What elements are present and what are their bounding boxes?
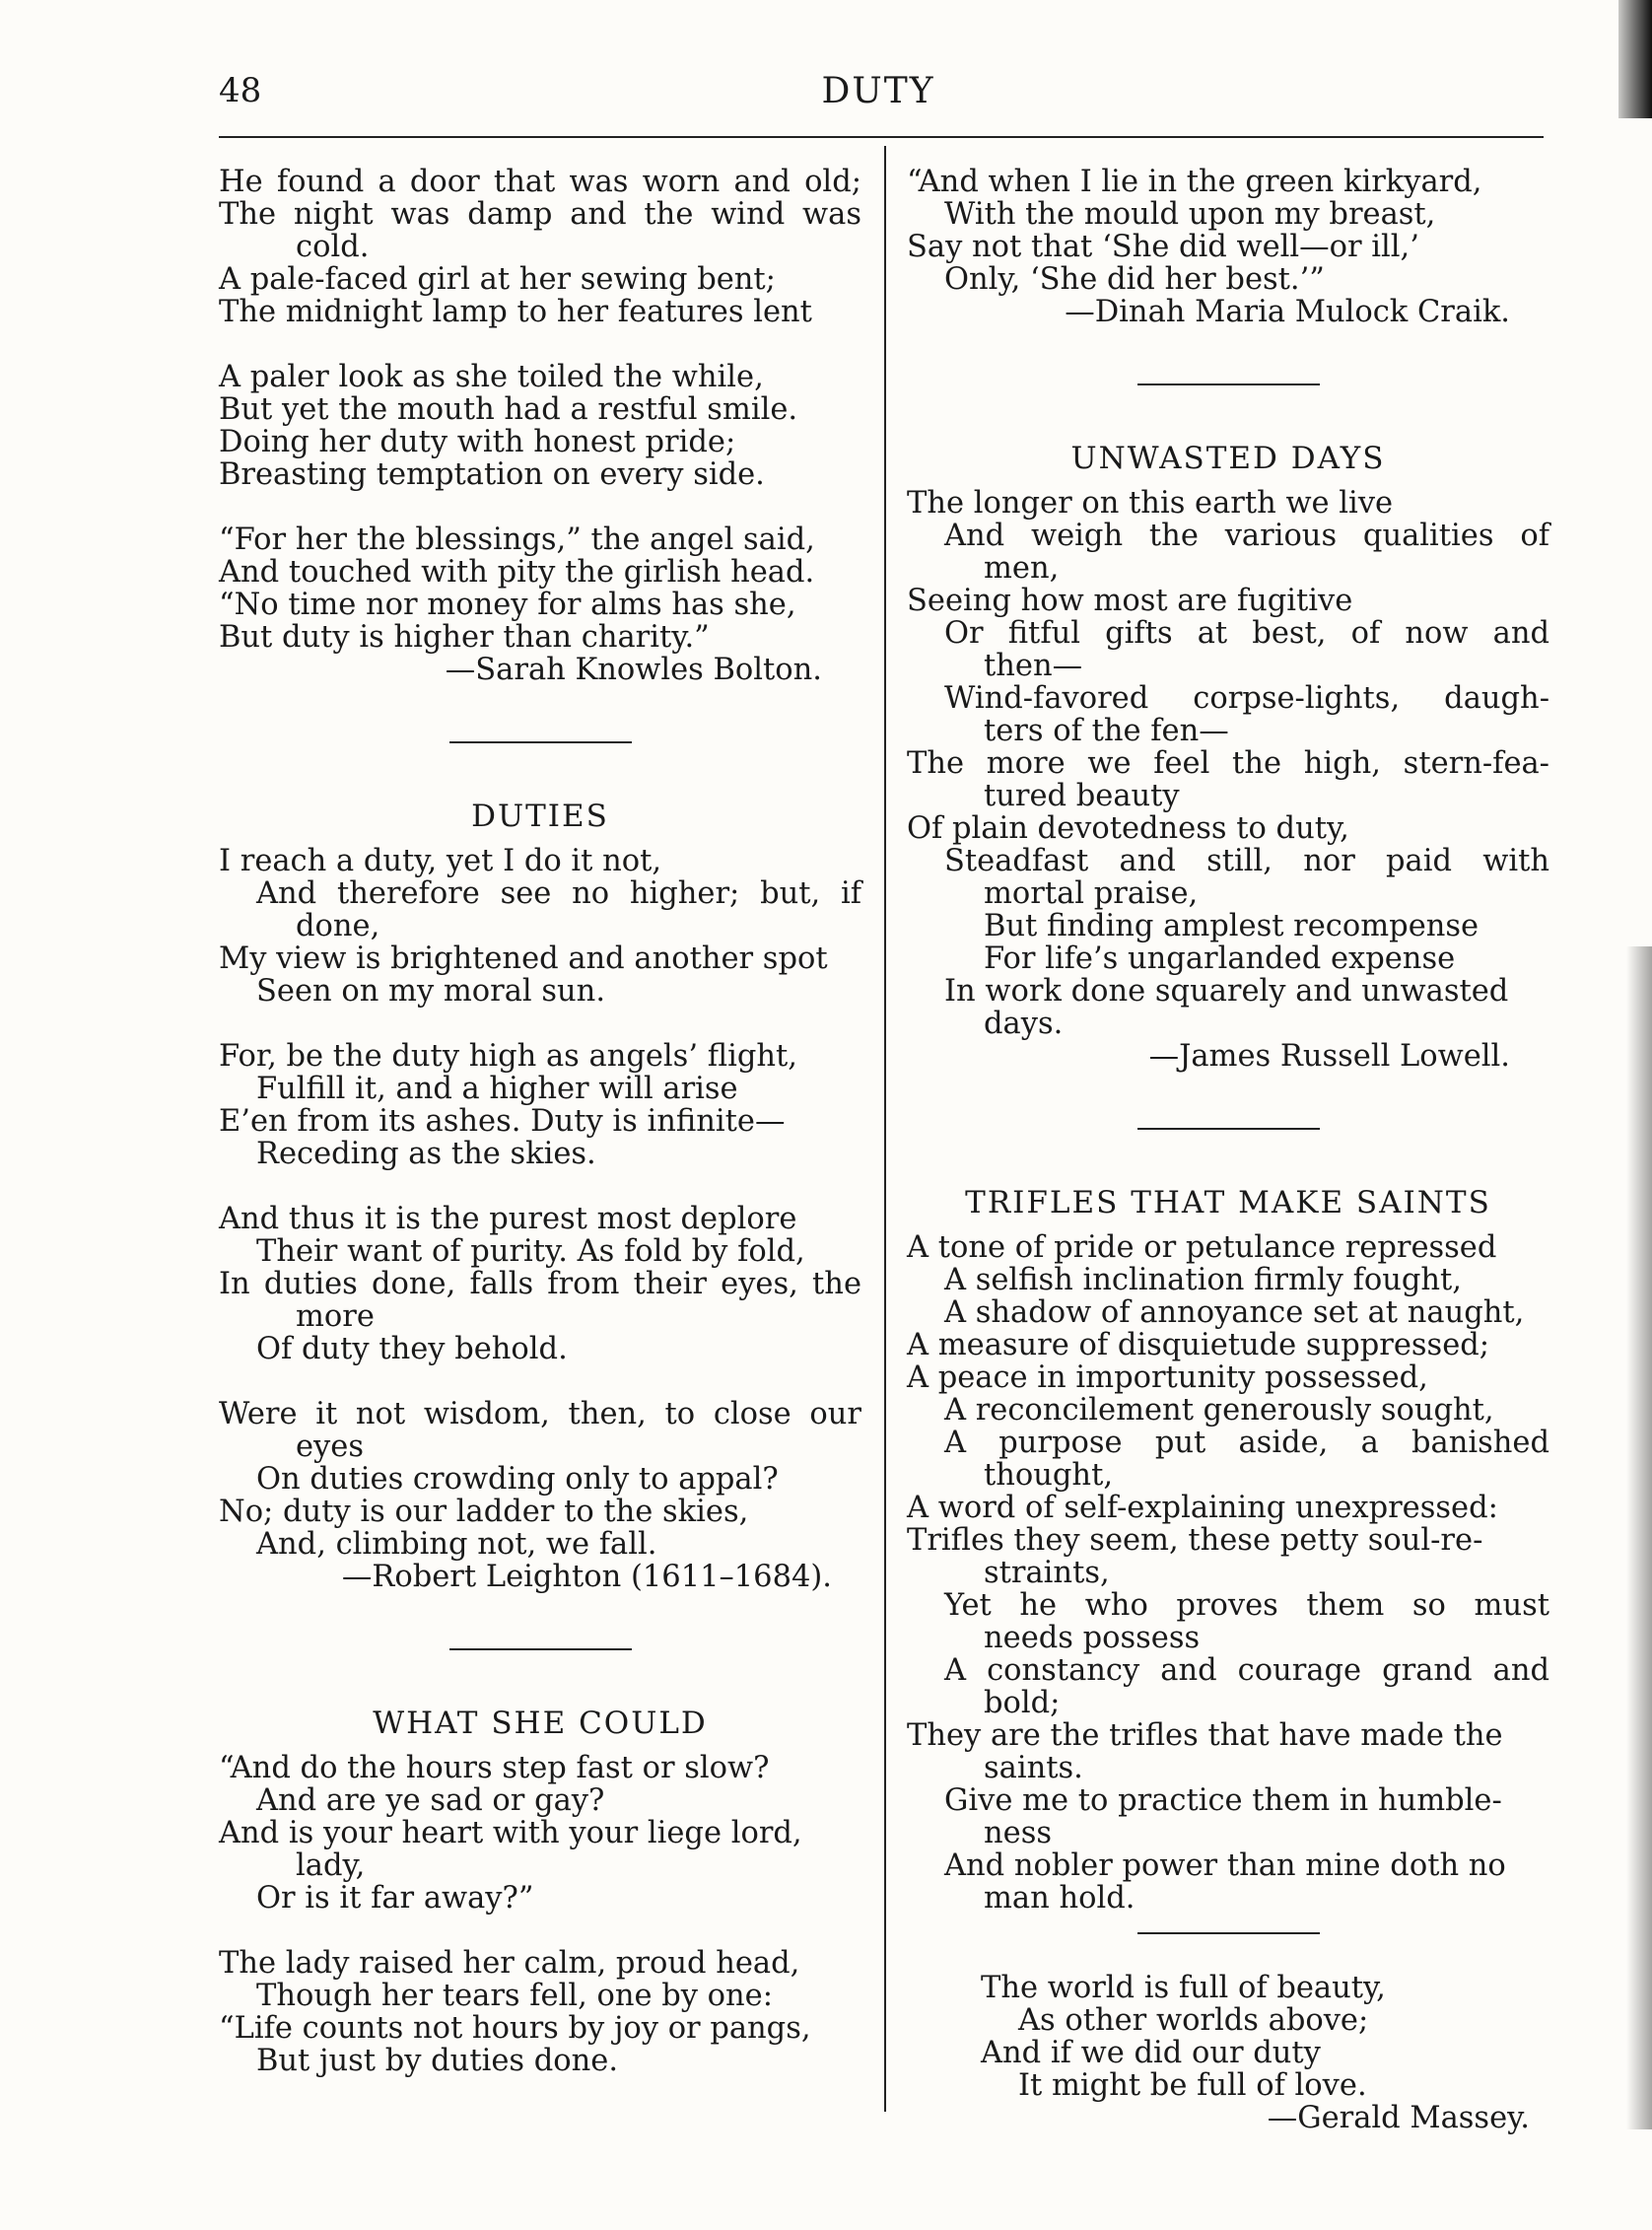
verse-line: tured beauty (984, 779, 1180, 813)
verse-line: Were it not wisdom, then, to close our (219, 1397, 861, 1431)
verse-line: cold. (296, 230, 370, 264)
verse-line: Seeing how most are fugitive (907, 584, 1353, 618)
verse-line: thought, (984, 1458, 1114, 1493)
page-header (219, 71, 1538, 130)
binding-shadow-top (1618, 0, 1652, 118)
verse-line: Or fitful gifts at best, of now and (944, 616, 1549, 651)
verse-line: The lady raised her calm, proud head, (219, 1946, 800, 1981)
verse-line: But duty is higher than charity.” (219, 620, 710, 655)
verse-line: “Life counts not hours by joy or pangs, (219, 2011, 811, 2046)
verse-line: straints, (984, 1556, 1110, 1590)
verse-line: Of duty they behold. (256, 1332, 568, 1366)
verse-line: saints. (984, 1751, 1083, 1785)
verse-line: For, be the duty high as angels’ flight, (219, 1039, 797, 1074)
verse-line: A tone of pride or petulance repressed (907, 1230, 1497, 1265)
verse-line: And if we did our duty (981, 2036, 1321, 2070)
verse-line: A reconcilement generously sought, (944, 1393, 1494, 1428)
section-separator (1137, 383, 1320, 385)
poem-stanza (219, 361, 861, 491)
poem-stanza (219, 845, 861, 1008)
verse-line: Yet he who proves them so must (944, 1588, 1549, 1623)
verse-line: ness (984, 1816, 1052, 1850)
poem-title: WHAT SHE COULD (373, 1706, 708, 1741)
verse-line: more (296, 1299, 375, 1334)
verse-line: Fulfill it, and a higher will arise (256, 1072, 738, 1106)
right-column (907, 166, 1549, 2134)
verse-line: He found a door that was worn and old; (219, 165, 861, 199)
verse-line: With the mould upon my breast, (944, 197, 1436, 232)
verse-line: No; duty is our ladder to the skies, (219, 1495, 749, 1529)
header-rule (219, 136, 1544, 138)
verse-line: needs possess (984, 1621, 1201, 1655)
poem-stanza (219, 1752, 861, 1915)
poem-stanza (219, 1040, 861, 1170)
verse-line: “And when I lie in the green kirkyard, (907, 165, 1482, 199)
verse-line: Seen on my moral sun. (256, 974, 606, 1009)
verse-line: Doing her duty with honest pride; (219, 425, 736, 459)
page-number: 48 (219, 71, 262, 110)
verse-line: And therefore see no higher; but, if (256, 876, 861, 911)
verse-line: And weigh the various qualities of (944, 519, 1549, 553)
attribution: —Sarah Knowles Bolton. (445, 653, 822, 687)
verse-line: It might be full of love. (1018, 2068, 1367, 2103)
verse-line: But yet the mouth had a restful smile. (219, 392, 798, 427)
poem-stanza (907, 166, 1549, 296)
verse-line: But finding amplest recompense (984, 909, 1480, 943)
verse-line: Of plain devotedness to duty, (907, 811, 1349, 846)
verse-line: Though her tears fell, one by one: (256, 1979, 774, 2013)
section-separator (449, 1648, 632, 1650)
running-title: DUTY (821, 71, 935, 111)
verse-line: Breasting temptation on every side. (219, 457, 765, 492)
left-column (219, 166, 861, 2077)
verse-line: The night was damp and the wind was (219, 197, 861, 232)
poem-stanza (907, 1972, 1549, 2102)
attribution: —Gerald Massey. (1267, 2101, 1530, 2135)
verse-line: A constancy and courage grand and (944, 1653, 1549, 1688)
poem-stanza (907, 1231, 1549, 1915)
verse-line: A selfish inclination firmly fought, (944, 1263, 1462, 1297)
verse-line: “And do the hours step fast or slow? (219, 1751, 770, 1785)
verse-line: Wind-favored corpse-lights, daugh- (944, 681, 1549, 716)
verse-line: A measure of disquietude suppressed; (907, 1328, 1490, 1362)
verse-line: And is your heart with your liege lord, (219, 1816, 802, 1850)
verse-line: men, (984, 551, 1060, 586)
verse-line: On duties crowding only to appal? (256, 1462, 779, 1497)
verse-line: then— (984, 649, 1083, 683)
verse-line: mortal praise, (984, 876, 1199, 911)
verse-line: And, climbing not, we fall. (256, 1527, 657, 1562)
verse-line: Only, ‘She did her best.’” (944, 262, 1325, 297)
verse-line: The more we feel the high, stern-fea- (907, 746, 1549, 781)
verse-line: eyes (296, 1429, 364, 1464)
verse-line: I reach a duty, yet I do it not, (219, 844, 662, 878)
verse-line: The longer on this earth we live (907, 486, 1394, 521)
verse-line: And touched with pity the girlish head. (219, 555, 815, 590)
poem-stanza (219, 1947, 861, 2077)
verse-line: Or is it far away?” (256, 1881, 534, 1916)
section-separator (449, 741, 632, 743)
verse-line: They are the trifles that have made the (907, 1718, 1503, 1753)
verse-line: Receding as the skies. (256, 1137, 596, 1171)
poem-stanza (219, 166, 861, 328)
verse-line: But just by duties done. (256, 2044, 619, 2078)
verse-line: ters of the fen— (984, 714, 1229, 748)
poem-stanza (219, 1398, 861, 1561)
verse-line: done, (296, 909, 380, 943)
attribution: —James Russell Lowell. (1148, 1039, 1510, 1074)
verse-line: man hold. (984, 1881, 1136, 1916)
verse-line: days. (984, 1007, 1064, 1041)
binding-shadow (1626, 946, 1652, 2129)
verse-line: My view is brightened and another spot (219, 941, 828, 976)
verse-line: A shadow of annoyance set at naught, (944, 1295, 1525, 1330)
verse-line: Say not that ‘She did well—or ill,’ (907, 230, 1419, 264)
column-divider (884, 146, 886, 2112)
section-separator (1137, 1932, 1320, 1934)
verse-line: A pale-faced girl at her sewing bent; (219, 262, 776, 297)
poem-stanza (219, 1203, 861, 1365)
verse-line: And thus it is the purest most deplore (219, 1202, 797, 1236)
attribution: —Dinah Maria Mulock Craik. (1065, 295, 1510, 329)
verse-line: lady, (296, 1848, 366, 1883)
verse-line: In work done squarely and unwasted (944, 974, 1509, 1009)
verse-line: Trifles they seem, these petty soul-re- (907, 1523, 1483, 1558)
verse-line: E’en from its ashes. Duty is infinite— (219, 1104, 786, 1139)
verse-line: The midnight lamp to her features lent (219, 295, 812, 329)
attribution: —Robert Leighton (1611–1684). (341, 1560, 832, 1594)
verse-line: And nobler power than mine doth no (944, 1848, 1506, 1883)
poem-stanza (219, 523, 861, 654)
verse-line: For life’s ungarlanded expense (984, 941, 1456, 976)
verse-line: bold; (984, 1686, 1061, 1720)
verse-line: In duties done, falls from their eyes, the (219, 1267, 861, 1301)
poem-title: UNWASTED DAYS (1070, 441, 1386, 476)
verse-line: “For her the blessings,” the angel said, (219, 523, 815, 557)
section-separator (1137, 1128, 1320, 1130)
verse-line: A peace in importunity possessed, (907, 1360, 1428, 1395)
verse-line: “No time nor money for alms has she, (219, 588, 796, 622)
poem-title: DUTIES (471, 799, 609, 834)
verse-line: Steadfast and still, nor paid with (944, 844, 1549, 878)
poem-title: TRIFLES THAT MAKE SAINTS (965, 1185, 1491, 1220)
verse-line: Give me to practice them in humble- (944, 1783, 1502, 1818)
verse-line: A paler look as she toiled the while, (219, 360, 764, 394)
verse-line: A purpose put aside, a banished (944, 1426, 1549, 1460)
verse-line: As other worlds above; (1018, 2003, 1369, 2038)
verse-line: A word of self-explaining unexpressed: (907, 1491, 1498, 1525)
verse-line: Their want of purity. As fold by fold, (256, 1234, 805, 1269)
verse-line: The world is full of beauty, (981, 1971, 1386, 2005)
verse-line: And are ye sad or gay? (256, 1783, 605, 1818)
poem-stanza (907, 487, 1549, 1040)
